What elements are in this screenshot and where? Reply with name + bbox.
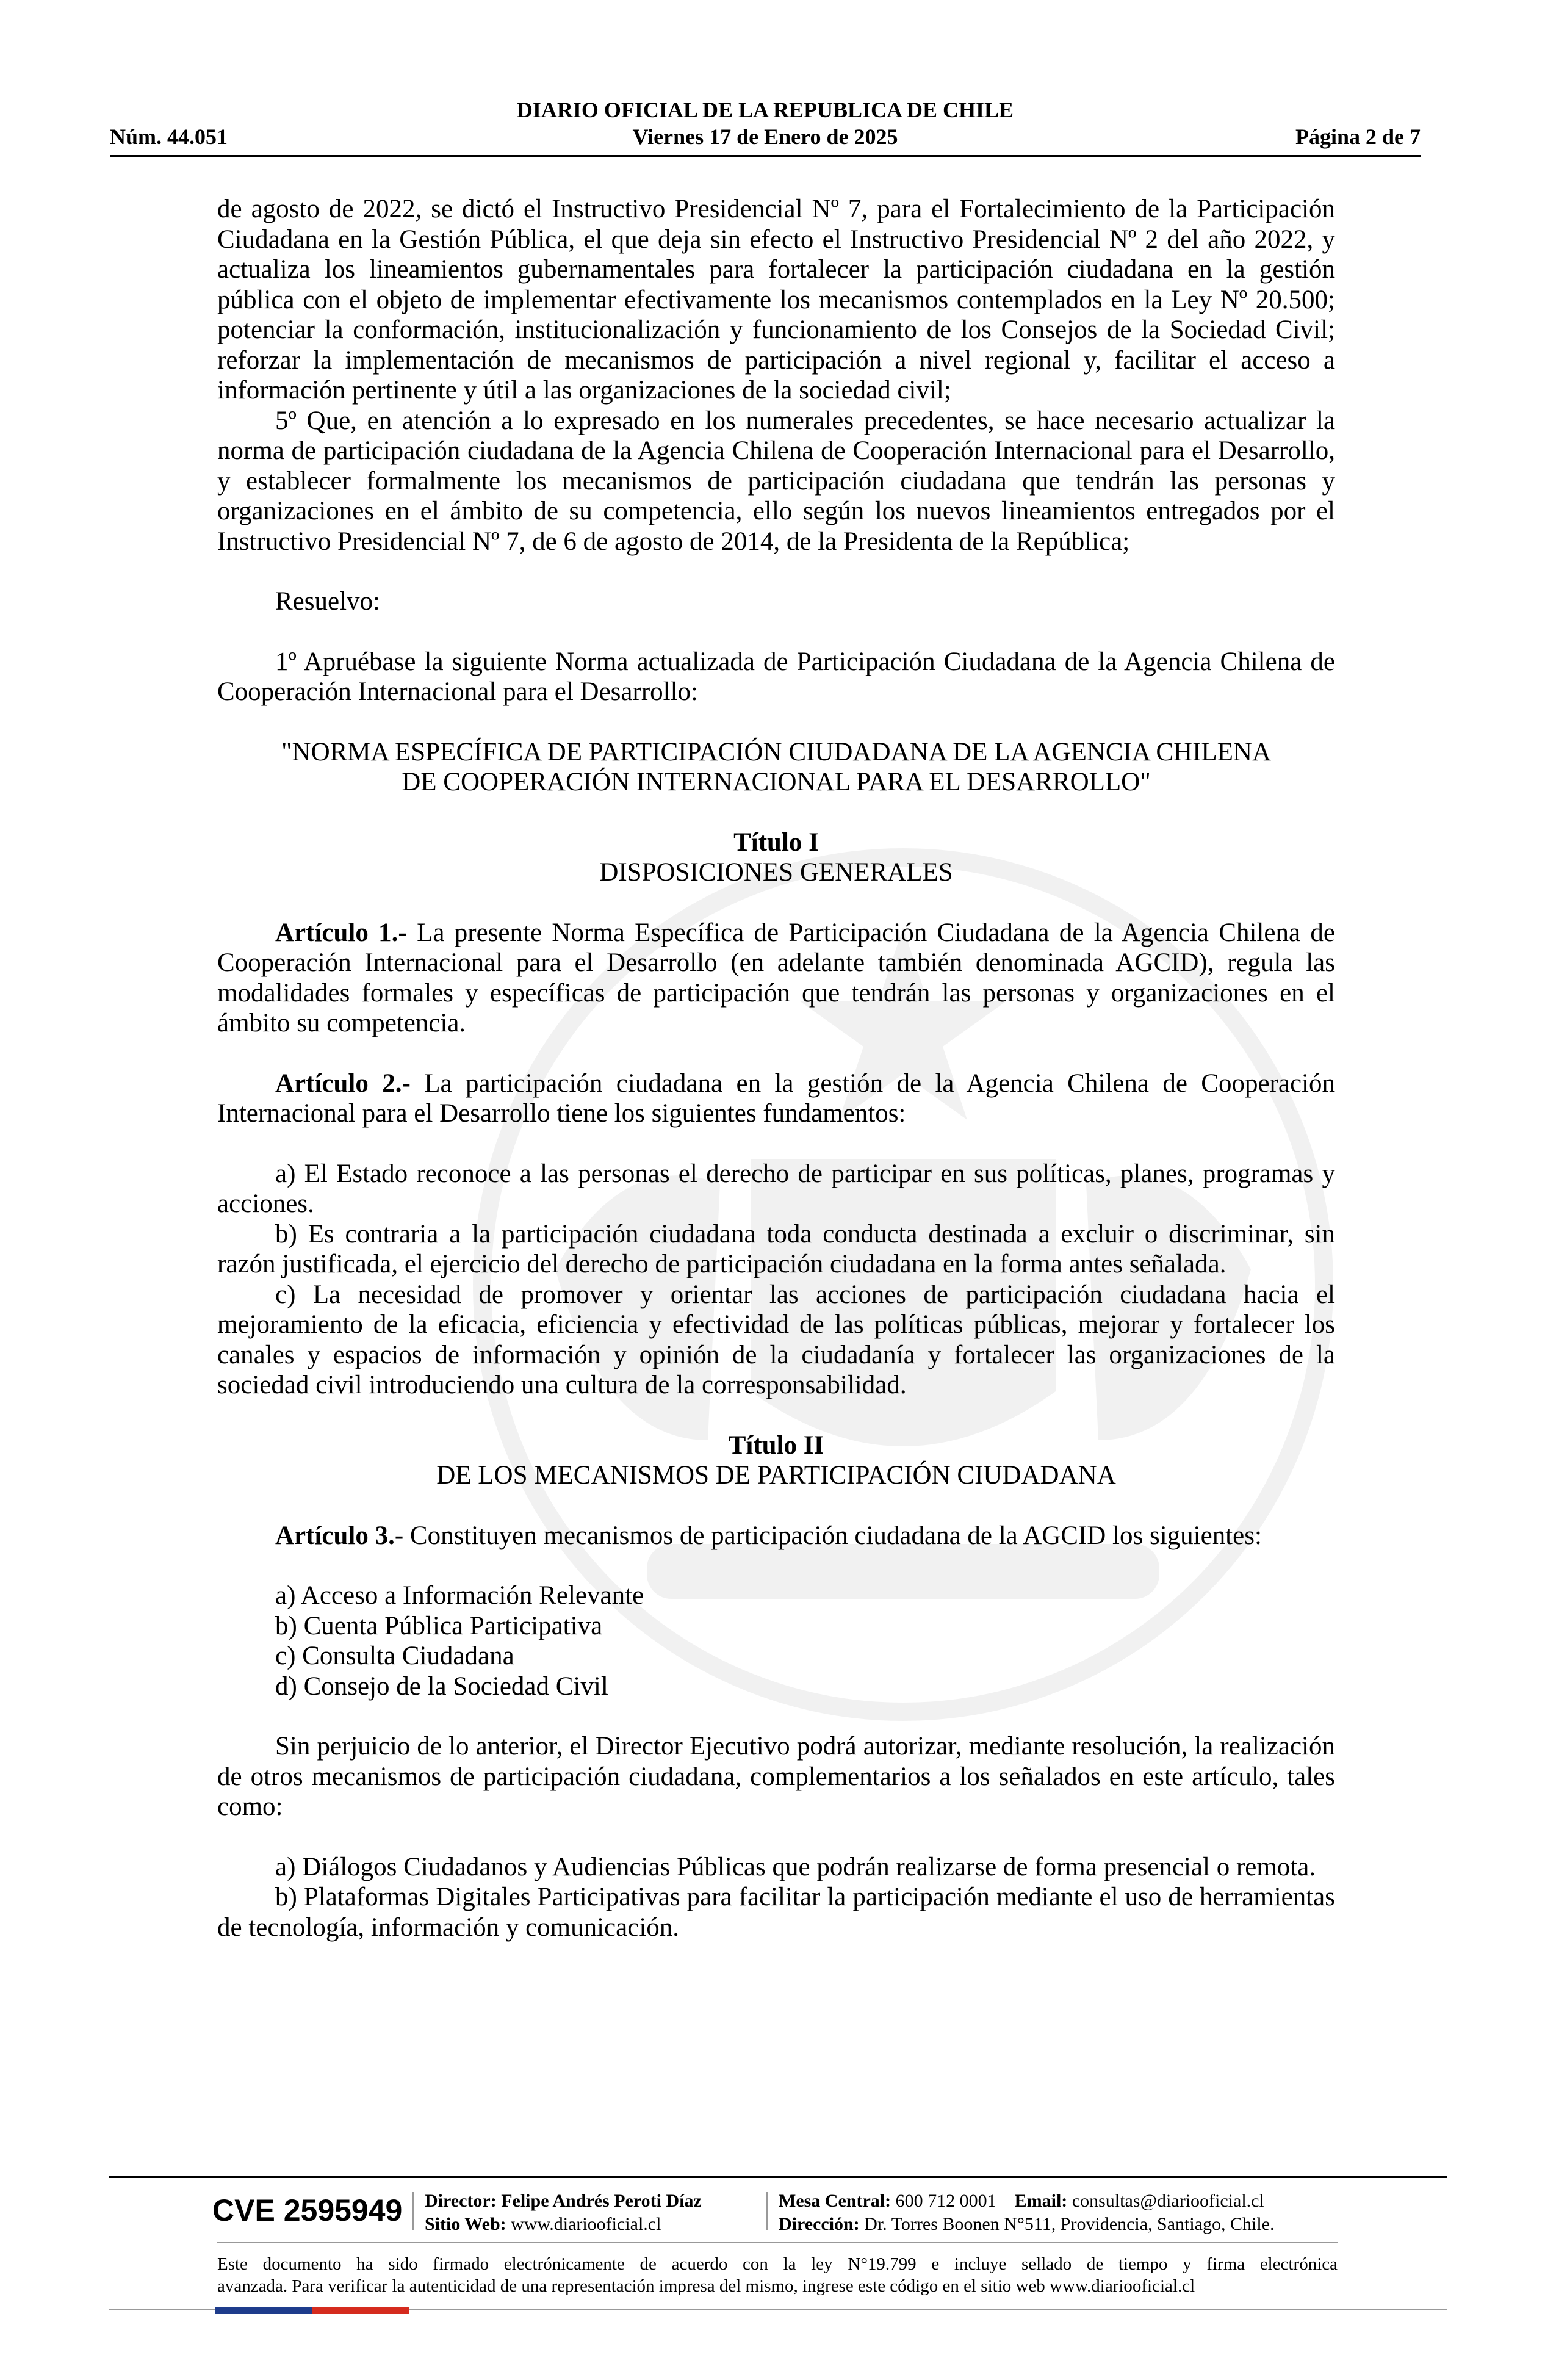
newspaper-title: DIARIO OFICIAL DE LA REPUBLICA DE CHILE xyxy=(516,98,1014,122)
norma-title-line-1: "NORMA ESPECÍFICA DE PARTICIPACIÓN CIUDADANA DE LA AGENCIA CHILENA xyxy=(281,737,1272,766)
titulo-1-subtitle: DISPOSICIONES GENERALES xyxy=(599,858,953,887)
page-header xyxy=(110,96,1421,157)
direccion-address: Dr. Torres Boonen N°511, Providencia, Santiago, Chile. xyxy=(864,2214,1275,2234)
mesa-label: Mesa Central: xyxy=(779,2191,891,2211)
articulo-1-label: Artículo 1.- xyxy=(275,918,407,947)
page-footer xyxy=(109,2176,1447,2323)
chile-flag-stripe xyxy=(215,2307,409,2314)
articulo-3-label: Artículo 3.- xyxy=(275,1521,404,1550)
mechanism-item: c) Consulta Ciudadana xyxy=(275,1642,514,1670)
footer-mid-rule xyxy=(217,2242,1338,2243)
footer-director-block xyxy=(425,2190,702,2236)
footer-verification-note xyxy=(217,2253,1338,2297)
articulo-3-text: Constituyen mecanismos de participación ciudadana de la AGCID los siguientes: xyxy=(403,1521,1262,1550)
mechanism-item: d) Consejo de la Sociedad Civil xyxy=(275,1671,608,1701)
header-rule xyxy=(110,155,1421,157)
articulo-2-item-c: c) La necesidad de promover y orientar las acciones de participación ciudadana hacia el mejoramiento de la eficacia, eficiencia y efectividad de las políticas públicas, mejorar y fortalecer los canales y espacios de información y opinión de la ciudadanía y fortalecer las organizaciones de la sociedad civil introduciendo una cultura de la corresponsabilidad. xyxy=(217,1280,1335,1399)
paragraph-sin-perjuicio: Sin perjuicio de lo anterior, el Director Ejecutivo podrá autorizar, mediante resolución, la realización de otros mecanismos de participación ciudadana, complementarios a los señalados en este artículo, tales como: xyxy=(217,1732,1335,1821)
articulo-2-item-b: b) Es contraria a la participación ciudadana toda conducta destinada a excluir o discriminar, sin razón justificada, el ejercicio del derecho de participación ciudadana en la forma antes señalada. xyxy=(217,1219,1335,1278)
email-address[interactable]: consultas@diariooficial.cl xyxy=(1072,2191,1264,2211)
articulo-1 xyxy=(217,918,1335,1039)
issue-number: Núm. 44.051 xyxy=(110,124,228,149)
mechanism-item: a) Acceso a Información Relevante xyxy=(275,1581,644,1610)
norma-title-line-2: DE COOPERACIÓN INTERNACIONAL PARA EL DESARROLLO" xyxy=(402,768,1151,796)
director-label: Director: xyxy=(425,2191,497,2211)
articulo-3 xyxy=(217,1521,1335,1551)
footer-separator xyxy=(766,2192,768,2230)
articulo-2-text: La participación ciudadana en la gestión de la Agencia Chilena de Cooperación Internacional para el Desarrollo tiene los siguientes fundamentos: xyxy=(217,1069,1335,1128)
articulo-1-text: La presente Norma Específica de Participación Ciudadana de la Agencia Chilena de Cooperación Internacional para el Desarrollo (en adelante también denominada AGCID), regula las modalidades formales y específicas de participación que tendrán las personas y organizaciones en el ámbito su competencia. xyxy=(217,918,1336,1037)
footer-top-rule xyxy=(109,2176,1447,2178)
page-number: Página 2 de 7 xyxy=(1295,124,1421,149)
footer-separator xyxy=(412,2192,414,2230)
extra-mechanism-b: b) Plataformas Digitales Participativas para facilitar la participación mediante el uso de herramientas de tecnología, información y comunicación. xyxy=(217,1883,1335,1942)
mesa-phone: 600 712 0001 xyxy=(895,2191,996,2211)
sitio-url[interactable]: www.diariooficial.cl xyxy=(511,2214,661,2234)
titulo-2-heading: Título II xyxy=(728,1430,824,1460)
note-line-1: Este documento ha sido firmado electrónicamente de acuerdo con la ley N°19.799 e incluye sellado de tiempo y firma electrónica xyxy=(217,2254,1338,2274)
email-label: Email: xyxy=(1014,2191,1068,2211)
document-body xyxy=(217,194,1335,1942)
mechanism-item: b) Cuenta Pública Participativa xyxy=(275,1611,603,1640)
director-name: Felipe Andrés Peroti Díaz xyxy=(501,2191,702,2211)
direccion-label: Dirección: xyxy=(779,2214,860,2234)
footer-contact-block xyxy=(779,2190,1275,2236)
titulo-1-heading: Título I xyxy=(733,828,819,857)
articulo-2-item-a: a) El Estado reconoce a las personas el derecho de participar en sus políticas, planes, programas y acciones. xyxy=(217,1159,1335,1218)
paragraph-continued: de agosto de 2022, se dictó el Instructivo Presidencial Nº 7, para el Fortalecimiento de la Participación Ciudadana en la Gestión Pública, el que deja sin efecto el Instructivo Presidencial Nº 2 del año 2022, y actualiza los lineamientos gubernamentales para fortalecer la participación ciudadana en la gestión pública con el objeto de implementar efectivamente los mecanismos contemplados en la Ley Nº 20.500; potenciar la conformación, institucionalización y funcionamiento de los Consejos de la Sociedad Civil; reforzar la implementación de mecanismos de participación a nivel regional y, facilitar el acceso a información pertinente y útil a las organizaciones de la sociedad civil; xyxy=(217,195,1335,405)
resuelvo-heading: Resuelvo: xyxy=(275,587,380,616)
articulo-2 xyxy=(217,1069,1335,1129)
paragraph-1-apruebase: 1º Apruébase la siguiente Norma actualizada de Participación Ciudadana de la Agencia Chilena de Cooperación Internacional para el Desarrollo: xyxy=(217,647,1335,706)
articulo-2-label: Artículo 2.- xyxy=(275,1069,411,1098)
paragraph-5: 5º Que, en atención a lo expresado en los numerales precedentes, se hace necesario actualizar la norma de participación ciudadana de la Agencia Chilena de Cooperación Internacional para el Desarrollo, y establecer formalmente los mecanismos de participación ciudadana que tendrán las personas y organizaciones en el ámbito de su competencia, ello según los nuevos lineamientos entregados por el Instructivo Presidencial Nº 7, de 6 de agosto de 2014, de la Presidenta de la República; xyxy=(217,406,1335,556)
note-line-2: avanzada. Para verificar la autenticidad de una representación impresa del mismo, ingrese este código en el sitio web www.diariooficial.cl xyxy=(217,2276,1195,2296)
sitio-label: Sitio Web: xyxy=(425,2214,506,2234)
issue-date: Viernes 17 de Enero de 2025 xyxy=(632,124,898,149)
cve-code: CVE 2595949 xyxy=(212,2193,403,2227)
extra-mechanism-a: a) Diálogos Ciudadanos y Audiencias Públicas que podrán realizarse de forma presencial o remota. xyxy=(275,1852,1316,1881)
titulo-2-subtitle: DE LOS MECANISMOS DE PARTICIPACIÓN CIUDADANA xyxy=(436,1461,1116,1490)
flag-blue-segment xyxy=(215,2307,312,2314)
flag-red-segment xyxy=(312,2307,409,2314)
